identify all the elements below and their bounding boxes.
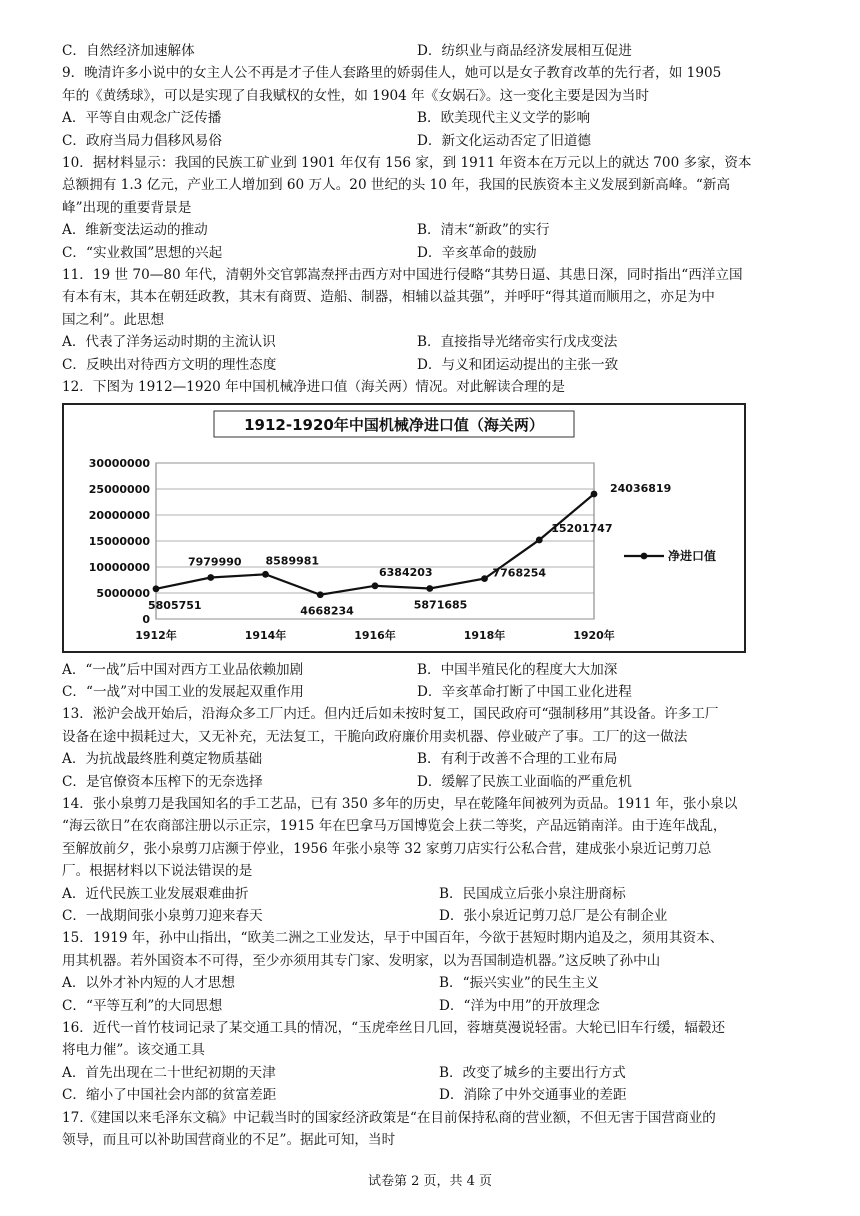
- answer-option: A．平等自由观念广泛传播: [62, 110, 222, 127]
- data-label: 15201747: [551, 521, 613, 535]
- option-row: [62, 107, 802, 129]
- answer-option: C．一战期间张小泉剪刀迎来春天: [62, 907, 263, 924]
- answer-option: D．辛亥革命的鼓励: [417, 244, 537, 261]
- answer-option: A．为抗战最终胜利奠定物质基础: [62, 751, 263, 768]
- data-label: 6384203: [379, 565, 433, 579]
- chart-machinery-imports: [62, 403, 746, 653]
- question-text-line: 设备在途中损耗过大，又无补充，无法复工，干脆向政府廉价用卖机器、停业破产了事。工厂的这一做法: [62, 728, 688, 745]
- answer-option: D．与义和团运动提出的主张一致: [417, 356, 619, 373]
- question-text-line: 峰”出现的重要背景是: [62, 199, 192, 216]
- answer-option: B．直接指导光绪帝实行戊戌变法: [417, 334, 618, 351]
- question-text-line: 9．晚清许多小说中的女主人公不再是才子佳人套路里的娇弱佳人，她可以是女子教育改革的先行者，如 1905: [62, 65, 722, 82]
- data-point: [372, 582, 379, 589]
- option-row: [62, 995, 802, 1017]
- answer-option: B．欧美现代主义文学的影响: [417, 110, 591, 127]
- question-text-line: 15．1919 年，孙中山指出，“欧美二洲之工业发达，早于中国百年，今欲于甚短时期内追及之，须用其资本、: [62, 930, 724, 947]
- answer-option: D．辛亥革命打断了中国工业化进程: [417, 683, 632, 700]
- answer-option: D．新文化运动否定了旧道德: [417, 132, 592, 149]
- answer-option: C．是官僚资本压榨下的无奈选择: [62, 773, 263, 790]
- page-footer: 试卷第 2 页，共 4 页: [367, 1174, 493, 1189]
- answer-option: C．“平等互利”的大同思想: [62, 997, 223, 1014]
- answer-option: B．改变了城乡的主要出行方式: [439, 1064, 626, 1081]
- data-label: 5805751: [148, 598, 202, 612]
- y-tick-label: 30000000: [88, 456, 150, 470]
- question-text-line: 用其机器。若外国资本不可得，至少亦须用其专门家、发明家，以为吾国制造机器。”这反映了孙中山: [62, 952, 661, 969]
- legend-marker: [641, 552, 648, 559]
- y-tick-label: 0: [142, 612, 150, 626]
- question-text-line: 年的《黄绣球》，可以是实现了自我赋权的女性，如 1904 年《女娲石》。这一变化主要是因为当时: [62, 87, 649, 104]
- data-point: [207, 574, 214, 581]
- y-tick-label: 5000000: [96, 586, 150, 600]
- data-point: [426, 585, 433, 592]
- option-row: [62, 242, 802, 264]
- option-row: [62, 1062, 802, 1084]
- answer-option: C．“实业救国”思想的兴起: [62, 244, 223, 261]
- answer-option: D．“洋为中用”的开放理念: [439, 997, 600, 1014]
- x-tick-label: 1914年: [244, 628, 287, 642]
- question-text-line: 17.《建国以来毛泽东文稿》中记载当时的国家经济政策是“在目前保持私商的营业额，不但无害于国营商业的: [62, 1109, 716, 1126]
- question-text-line: 领导，而且可以补助国营商业的不足”。据此可知，当时: [62, 1132, 396, 1149]
- x-tick-label: 1916年: [354, 628, 396, 642]
- question-text-line: 16．近代一首竹枝词记录了某交通工具的情况，“玉虎牵丝日几回，蓉塘莫漫说轻雷。大轮已旧车行缓，辐毂还: [62, 1020, 726, 1036]
- option-row: [62, 748, 802, 770]
- answer-option: B．民国成立后张小泉注册商标: [439, 885, 626, 902]
- answer-option: D．缓解了民族工业面临的严重危机: [417, 773, 632, 790]
- question-text-line: 国之利”。此思想: [62, 311, 165, 328]
- option-row: [62, 905, 802, 927]
- answer-option: B．清末“新政”的实行: [417, 222, 550, 239]
- option-row: [62, 771, 802, 793]
- chart-title: 1912-1920年中国机械净进口值（海关两）: [244, 415, 544, 434]
- answer-option: C．自然经济加速解体: [62, 43, 195, 59]
- questions-12-17: [62, 659, 802, 1152]
- option-row: [62, 883, 802, 905]
- answer-option: D．张小泉近记剪刀总厂是公有制企业: [439, 907, 668, 924]
- answer-option: B．有利于改善不合理的工业布局: [417, 751, 618, 768]
- data-label: 24036819: [610, 481, 672, 495]
- questions-9-12: [62, 40, 802, 399]
- option-row: [62, 331, 802, 353]
- data-point: [262, 570, 269, 577]
- answer-option: B．中国半殖民化的程度大大加深: [417, 661, 618, 678]
- question-text-line: 12．下图为 1912—1920 年中国机械净进口值（海关两）情况。对此解读合理的是: [62, 379, 565, 396]
- x-tick-label: 1912年: [135, 628, 177, 642]
- answer-option: C．缩小了中国社会内部的贫富差距: [62, 1087, 277, 1104]
- option-row: [62, 40, 802, 62]
- option-row: [62, 354, 802, 376]
- answer-option: D．消除了中外交通事业的差距: [439, 1087, 627, 1104]
- answer-option: A．以外才补内短的人才思想: [62, 975, 235, 992]
- answer-option: C．政府当局力倡移风易俗: [62, 132, 222, 149]
- data-point: [481, 575, 488, 582]
- y-tick-label: 10000000: [88, 560, 150, 574]
- option-row: [62, 130, 802, 152]
- y-tick-label: 25000000: [88, 482, 150, 496]
- answer-option: B．“振兴实业”的民生主义: [439, 975, 599, 992]
- data-label: 7768254: [492, 566, 547, 580]
- data-point: [591, 490, 598, 497]
- question-text-line: 有本有末，其本在朝廷政教，其末有商贾、造船、制器，相辅以益其强”，并呼吁“得其道而顺用之，亦足为中: [62, 289, 715, 306]
- series-line: [156, 494, 594, 595]
- y-tick-label: 20000000: [88, 508, 150, 522]
- data-point: [317, 591, 324, 598]
- x-tick-label: 1920年: [573, 628, 615, 642]
- answer-option: C．“一战”对中国工业的发展起双重作用: [62, 683, 304, 700]
- question-text-line: 厂。根据材料以下说法错误的是: [62, 863, 253, 880]
- data-label: 7979990: [187, 555, 242, 569]
- question-text-line: 11．19 世 70—80 年代，清朝外交官郭嵩焘抨击西方对中国进行侵略“其势日逼、其患日深，同时指出“西洋立国: [62, 267, 743, 284]
- data-point: [153, 585, 160, 592]
- answer-option: D．纺织业与商品经济发展相互促进: [417, 43, 632, 59]
- answer-option: A．近代民族工业发展艰难曲折: [62, 885, 249, 902]
- answer-option: A．首先出现在二十世纪初期的天津: [62, 1064, 276, 1081]
- question-text-line: 10．据材料显示：我国的民族工矿业到 1901 年仅有 156 家，到 1911 年资本在万元以上的就达 700 多家，资本: [62, 155, 752, 172]
- answer-option: A．代表了洋务运动时期的主流认识: [62, 334, 276, 351]
- data-label: 5871685: [413, 597, 468, 611]
- option-row: [62, 972, 802, 994]
- question-text-line: “海云欲日”在农商部注册以示正宗，1915 年在巴拿马万国博览会上获二等奖，产品远销南洋。由于连年战乱，: [62, 818, 727, 835]
- answer-option: A．维新变法运动的推动: [62, 222, 208, 239]
- data-point: [536, 536, 543, 543]
- question-text-line: 总额拥有 1.3 亿元，产业工人增加到 60 万人。20 世纪的头 10 年，我国的民族资本主义发展到新高峰。“新高: [62, 177, 731, 194]
- y-tick-label: 15000000: [88, 534, 150, 548]
- answer-option: A．“一战”后中国对西方工业品依赖加剧: [62, 661, 304, 678]
- exam-page: [62, 40, 802, 1151]
- legend-label: 净进口值: [668, 548, 717, 563]
- question-text-line: 至解放前夕，张小泉剪刀店濒于停业，1956 年张小泉等 32 家剪刀店实行公私合营，建成张小泉近记剪刀总: [62, 840, 712, 857]
- option-row: [62, 659, 802, 681]
- line-chart: [64, 405, 744, 651]
- question-text-line: 将电力催”。该交通工具: [62, 1042, 205, 1059]
- question-text-line: 13．淞沪会战开始后，沿海众多工厂内迁。但内迁后如未按时复工，国民政府可“强制移用”其设备。许多工厂: [62, 706, 719, 723]
- data-label: 4668234: [300, 604, 354, 618]
- option-row: [62, 681, 802, 703]
- x-tick-label: 1918年: [463, 628, 506, 642]
- question-text-line: 14．张小泉剪刀是我国知名的手工艺品，已有 350 多年的历史，早在乾隆年间被列为贡品。1911 年，张小泉以: [62, 795, 738, 812]
- option-row: [62, 1084, 802, 1106]
- answer-option: C．反映出对待西方文明的理性态度: [62, 356, 277, 373]
- option-row: [62, 219, 802, 241]
- data-label: 8589981: [265, 553, 320, 567]
